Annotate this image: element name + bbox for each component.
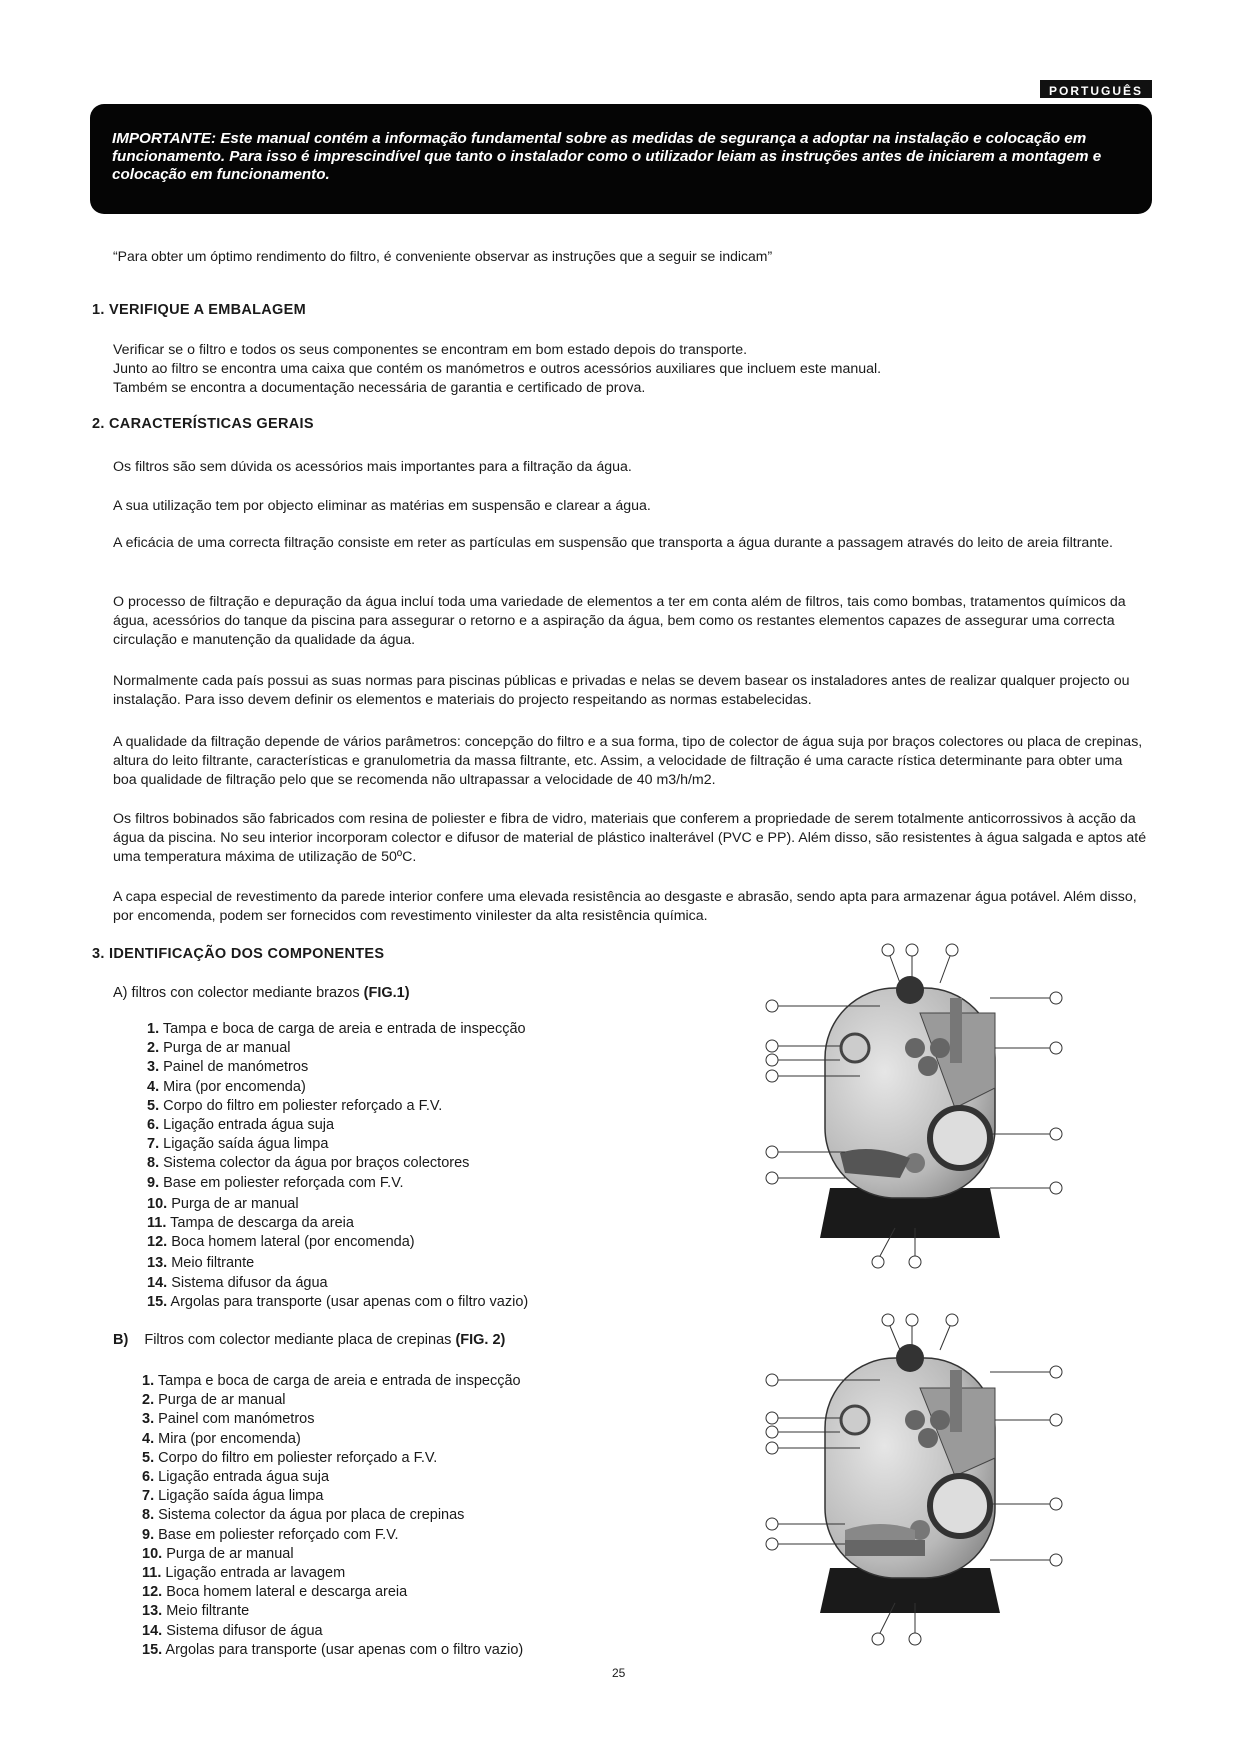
section3-heading: 3. IDENTIFICAÇÃO DOS COMPONENTES <box>92 946 385 962</box>
component-item: 12. Boca homem lateral (por encomenda) <box>147 1234 415 1251</box>
section2-paragraph: Os filtros bobinados são fabricados com resina de poliester e fibra de vidro, materiais que conferem a propriedade de serem totalmente anticorrossivos à acção da água da piscina. No seu interior incorporam colector e difusor de material de plástico inalterável (PVC e PP). Além disso, são resistentes à água salgada e aptos até uma temperatura máxima de utilização de 50ºC. <box>113 811 1147 865</box>
section2-paragraph: Normalmente cada país possui as suas normas para piscinas públicas e privadas e nelas se devem basear os instaladores antes de realizar qualquer projecto ou instalação. Para isso devem definir os elementos e materiais do projecto respeitando as normas estabelecidas. <box>113 673 1130 708</box>
component-item: 3. Painel com manómetros <box>142 1411 315 1428</box>
section2-paragraph: A sua utilização tem por objecto eliminar as matérias em suspensão e clarear a água. <box>113 498 651 514</box>
sight-glass <box>841 1406 869 1434</box>
section2-paragraph: O processo de filtração e depuração da água incluí toda uma variedade de elementos a ter em conta além de filtros, tais como bombas, tratamentos químicos da água, acessórios do tanque da piscina para assegurar o retorno e a aspiração da água, bem como os restantes elementos capazes de assegurar uma correcta circulação e manutenção da qualidade da água. <box>113 594 1126 648</box>
component-list-b <box>142 1372 523 1660</box>
component-item: 1. Tampa e boca de carga de areia e entrada de inspecção <box>147 1021 526 1037</box>
nozzle-plate <box>845 1540 925 1556</box>
intro-quote: “Para obter um óptimo rendimento do filtro, é conveniente observar as instruções que a seguir se indicam” <box>113 248 773 264</box>
valve <box>918 1056 938 1076</box>
component-item: 4. Mira (por encomenda) <box>142 1430 301 1447</box>
component-item: 5. Corpo do filtro em poliester reforçado a F.V. <box>147 1097 443 1114</box>
group-a-title: A) filtros con colector mediante brazos (FIG.1) <box>113 985 410 1001</box>
component-item: 8. Sistema colector da água por braços colectores <box>147 1155 470 1172</box>
language-tab: PORTUGUÊS <box>1040 80 1152 98</box>
fig1-ref: (FIG.1) <box>363 985 410 1001</box>
component-item: 5. Corpo do filtro em poliester reforçado a F.V. <box>142 1449 438 1466</box>
component-item: 11. Tampa de descarga da areia <box>147 1215 354 1232</box>
section2-paragraph: Os filtros são sem dúvida os acessórios mais importantes para a filtração da água. <box>113 459 632 475</box>
valve <box>905 1038 925 1058</box>
component-item: 14. Sistema difusor de água <box>142 1622 323 1639</box>
component-item: 11. Ligação entrada ar lavagem <box>142 1565 346 1582</box>
component-item: 8. Sistema colector da água por placa de crepinas <box>142 1507 465 1524</box>
group-b-title: B) Filtros com colector mediante placa de crepinas (FIG. 2) <box>113 1332 506 1348</box>
component-item: 2. Purga de ar manual <box>147 1040 291 1057</box>
filter-diagram-fig1 <box>760 938 1070 1283</box>
component-item: 10. Purga de ar manual <box>147 1195 299 1212</box>
banner-text: IMPORTANTE: Este manual contém a informação fundamental sobre as medidas de segurança a adoptar na instalação e colocação em funcionamento. Para isso é imprescindível que tanto o instalador como o utilizador leiam as instruções antes de iniciarem a montagem e colocação em funcionamento. <box>112 130 1102 183</box>
component-item: 13. Meio filtrante <box>147 1255 255 1272</box>
component-item: 7. Ligação saída água limpa <box>147 1136 329 1153</box>
manhole <box>930 1476 990 1536</box>
component-list-a <box>147 1020 528 1312</box>
component-item: 12. Boca homem lateral e descarga areia <box>142 1584 408 1601</box>
section1-heading: 1. VERIFIQUE A EMBALAGEM <box>92 302 306 318</box>
fig2-ref: (FIG. 2) <box>455 1332 506 1348</box>
top-lid <box>896 976 924 1004</box>
important-banner <box>90 104 1152 214</box>
component-item: 1. Tampa e boca de carga de areia e entrada de inspecção <box>142 1373 521 1389</box>
valve <box>905 1410 925 1430</box>
section1-line: Verificar se o filtro e todos os seus componentes se encontram em bom estado depois do transporte. <box>113 342 748 358</box>
section2-paragraph: A capa especial de revestimento da parede interior confere uma elevada resistência ao desgaste e abrasão, sendo apta para armazenar água potável. Além disso, por encomenda, podem ser fornecidos com revestimento vinilester da alta resistência química. <box>113 889 1137 924</box>
valve <box>918 1428 938 1448</box>
component-item: 6. Ligação entrada água suja <box>142 1469 330 1486</box>
top-lid <box>896 1344 924 1372</box>
section2-heading: 2. CARACTERÍSTICAS GERAIS <box>92 416 314 432</box>
component-item: 9. Base em poliester reforçada com F.V. <box>147 1174 404 1191</box>
component-item: 15. Argolas para transporte (usar apenas com o filtro vazio) <box>142 1641 524 1658</box>
valve <box>930 1410 950 1430</box>
filter-diagram-fig2 <box>760 1308 1070 1658</box>
section2-paragraph: A eficácia de uma correcta filtração consiste em reter as partículas em suspensão que transporta a água durante a passagem através do leito de areia filtrante. <box>113 535 1113 551</box>
component-item: 6. Ligação entrada água suja <box>147 1117 335 1134</box>
valve <box>930 1038 950 1058</box>
component-item: 9. Base em poliester reforçado com F.V. <box>142 1526 399 1543</box>
diffuser-pipe <box>950 1370 962 1432</box>
manhole <box>930 1108 990 1168</box>
component-item: 2. Purga de ar manual <box>142 1392 286 1409</box>
section1-line: Junto ao filtro se encontra uma caixa que contém os manómetros e outros acessórios auxiliares que incluem este manual. <box>113 361 882 377</box>
sight-glass <box>841 1034 869 1062</box>
component-item: 10. Purga de ar manual <box>142 1545 294 1562</box>
component-item: 3. Painel de manómetros <box>147 1059 309 1076</box>
component-item: 13. Meio filtrante <box>142 1603 250 1620</box>
component-item: 15. Argolas para transporte (usar apenas com o filtro vazio) <box>147 1293 529 1310</box>
page-number: 25 <box>612 1666 626 1680</box>
component-item: 4. Mira (por encomenda) <box>147 1078 306 1095</box>
drain <box>905 1153 925 1173</box>
section2-paragraph: A qualidade da filtração depende de vários parâmetros: concepção do filtro e a sua forma, tipo de colector de água suja por braços colectores ou placa de crepinas, altura do leito filtrante, características e granulometria da massa filtrante, etc. Assim, a velocidade de filtração é uma caracte rística determinante para obter uma boa qualidade de filtração pelo que se recomenda não ultrapassar a velocidade de 40 m3/h/m2. <box>113 734 1143 788</box>
component-item: 7. Ligação saída água limpa <box>142 1488 324 1505</box>
section1-line: Também se encontra a documentação necessária de garantia e certificado de prova. <box>113 380 646 396</box>
component-item: 14. Sistema difusor da água <box>147 1274 328 1291</box>
diffuser-pipe <box>950 998 962 1063</box>
